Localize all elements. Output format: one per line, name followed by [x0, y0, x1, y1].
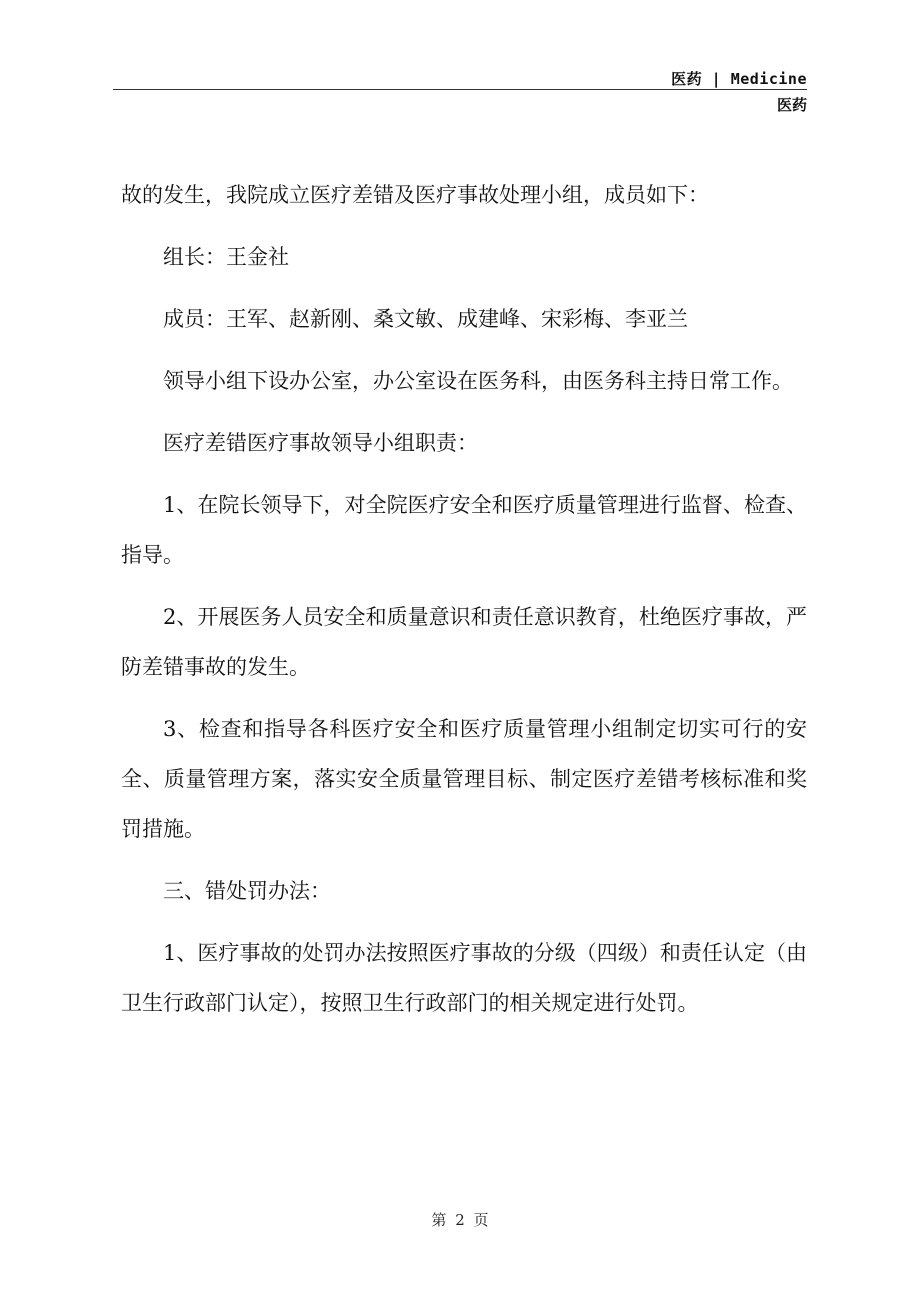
page-suffix: 页 — [473, 1211, 489, 1229]
header-divider — [113, 89, 807, 90]
page-footer — [0, 1209, 920, 1230]
paragraph-duty-1: 1、在院长领导下，对全院医疗安全和医疗质量管理进行监督、检查、指导。 — [121, 493, 807, 567]
paragraph-continuation: 故的发生，我院成立医疗差错及医疗事故处理小组，成员如下： — [121, 183, 709, 207]
paragraph-section-3-heading: 三、错处罚办法： — [163, 879, 331, 903]
paragraph-duty-3: 3、检查和指导各科医疗安全和医疗质量管理小组制定切实可行的安全、质量管理方案，落实安全质量管理目标、制定医疗差错考核标准和奖罚措施。 — [121, 717, 807, 841]
paragraph-office: 领导小组下设办公室，办公室设在医务科，由医务科主持日常工作。 — [163, 369, 793, 393]
paragraph-group-leader: 组长：王金社 — [163, 245, 289, 269]
paragraph-members: 成员：王军、赵新刚、桑文敏、成建峰、宋彩梅、李亚兰 — [163, 307, 688, 331]
page-number: 2 — [455, 1211, 465, 1229]
document-body — [121, 170, 807, 1040]
paragraph-penalty-1: 1、医疗事故的处罚办法按照医疗事故的分级（四级）和责任认定（由卫生行政部门认定），按照卫生行政部门的相关规定进行处罚。 — [121, 941, 807, 1015]
header-category: 医药 | Medicine — [671, 70, 807, 88]
paragraph-duties-heading: 医疗差错医疗事故领导小组职责： — [163, 431, 478, 455]
page-prefix: 第 — [431, 1211, 447, 1229]
paragraph-duty-2: 2、开展医务人员安全和质量意识和责任意识教育，杜绝医疗事故，严防差错事故的发生。 — [121, 605, 807, 679]
header-subtitle: 医药 — [776, 96, 807, 114]
